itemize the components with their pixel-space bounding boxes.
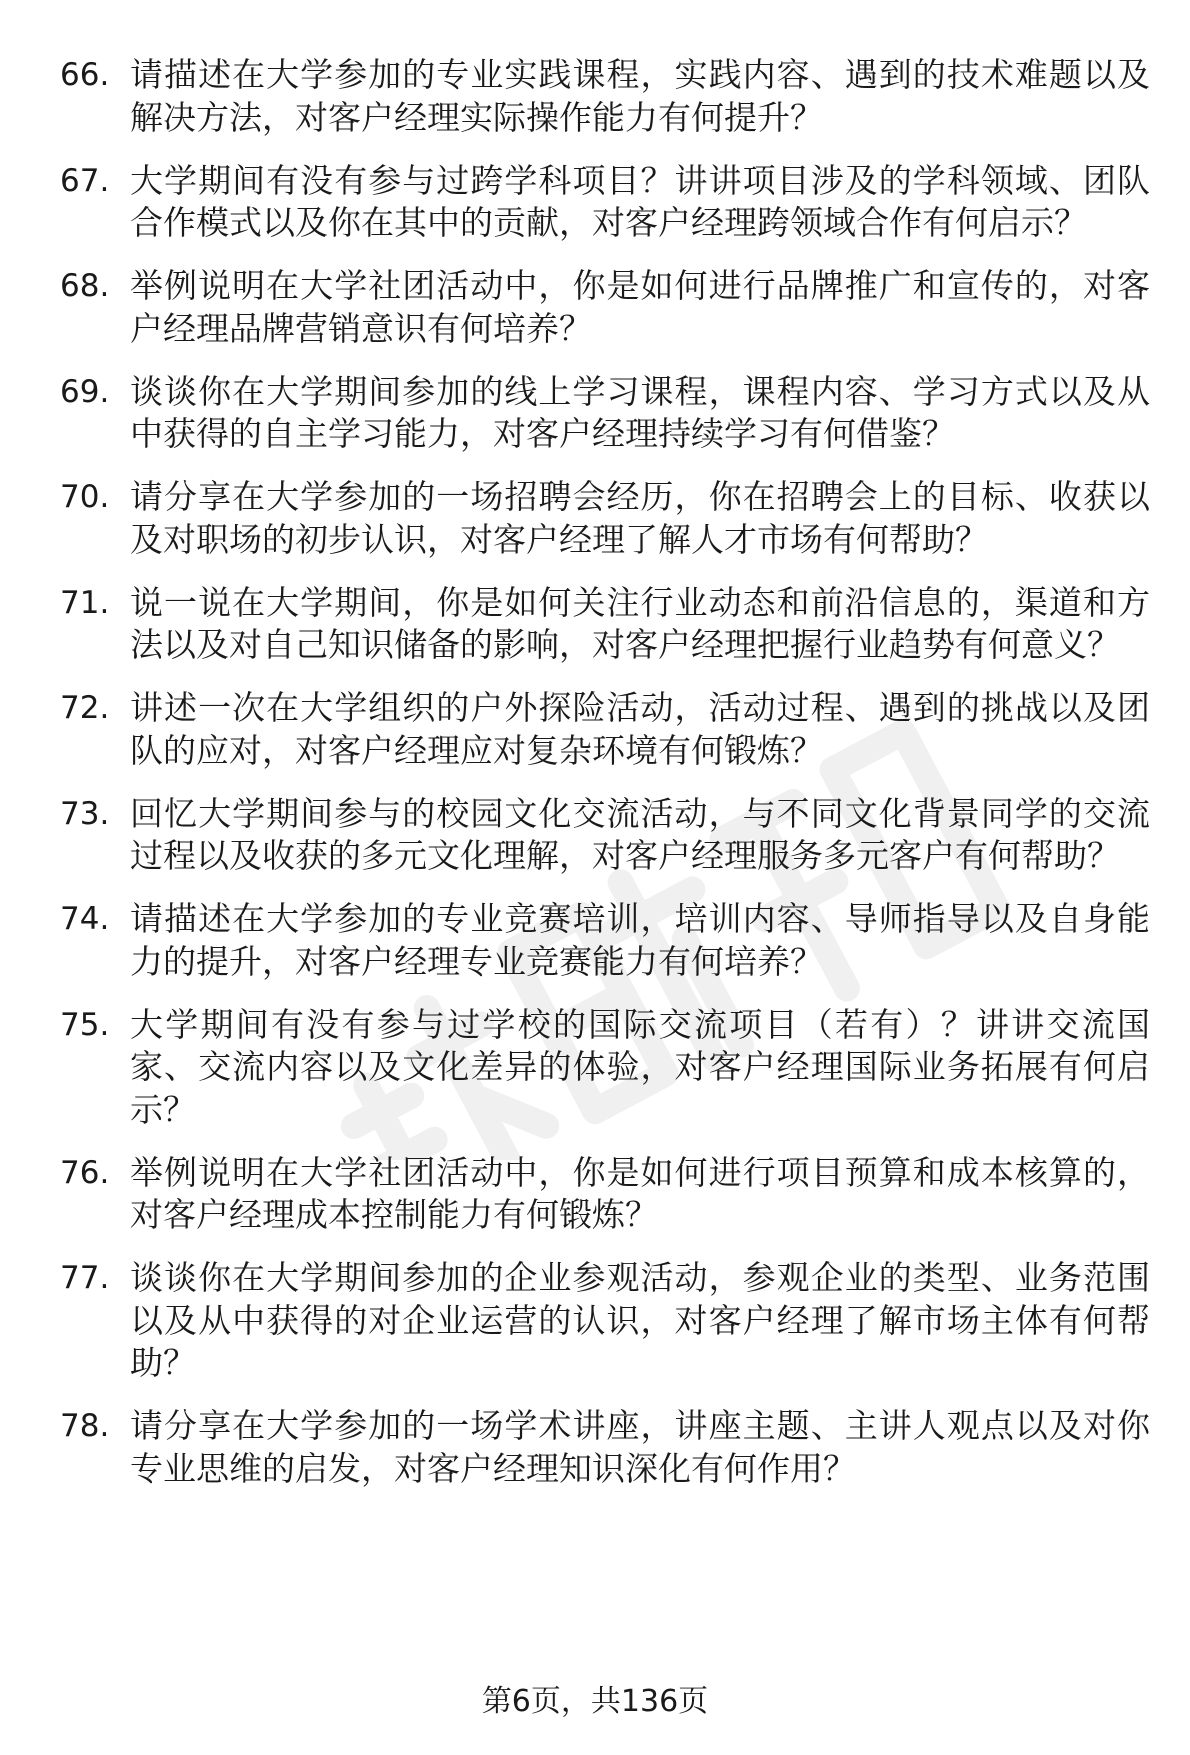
question-text: 大学期间有没有参与过跨学科项目？讲讲项目涉及的学科领域、团队合作模式以及你在其中的贡献，对客户经理跨领域合作有何启示？: [130, 160, 1150, 242]
question-text: 讲述一次在大学组织的户外探险活动，活动过程、遇到的挑战以及团队的应对，对客户经理应对复杂环境有何锻炼？: [130, 688, 1150, 770]
question-item: [60, 898, 1150, 983]
question-number: 77.: [60, 1260, 110, 1296]
question-number: 67.: [60, 162, 110, 199]
question-item: [60, 54, 1150, 139]
question-text: 举例说明在大学社团活动中，你是如何进行品牌推广和宣传的，对客户经理品牌营销意识有何培养？: [130, 266, 1150, 348]
question-number: 72.: [60, 690, 110, 726]
question-number: 76.: [60, 1154, 110, 1191]
question-item: [60, 1004, 1150, 1132]
question-text: 谈谈你在大学期间参加的线上学习课程，课程内容、学习方式以及从中获得的自主学习能力，对客户经理持续学习有何借鉴？: [130, 371, 1150, 453]
question-item: [60, 160, 1150, 245]
question-number: 66.: [60, 57, 110, 93]
question-number: 73.: [60, 795, 110, 832]
question-item: [60, 265, 1150, 350]
question-text: 请分享在大学参加的一场学术讲座，讲座主题、主讲人观点以及对你专业思维的启发，对客户经理知识深化有何作用？: [130, 1406, 1150, 1488]
question-item: [60, 1405, 1150, 1490]
question-item: [60, 476, 1150, 561]
question-number: 71.: [60, 584, 110, 621]
question-list: [60, 54, 1150, 1511]
question-number: 69.: [60, 373, 110, 410]
question-number: 74.: [60, 901, 110, 937]
question-item: [60, 687, 1150, 772]
question-item: [60, 1152, 1150, 1237]
question-text: 举例说明在大学社团活动中，你是如何进行项目预算和成本核算的，对客户经理成本控制能力有何锻炼？: [130, 1152, 1150, 1234]
question-item: [60, 582, 1150, 667]
question-text: 请描述在大学参加的专业实践课程，实践内容、遇到的技术难题以及解决方法，对客户经理实际操作能力有何提升？: [130, 55, 1150, 137]
question-number: 68.: [60, 268, 110, 304]
page-number-label: 第6页，共136页: [481, 1684, 709, 1719]
question-item: [60, 371, 1150, 456]
question-number: 70.: [60, 479, 110, 515]
question-text: 说一说在大学期间，你是如何关注行业动态和前沿信息的，渠道和方法以及对自己知识储备的影响，对客户经理把握行业趋势有何意义？: [130, 582, 1150, 664]
question-text: 请分享在大学参加的一场招聘会经历，你在招聘会上的目标、收获以及对职场的初步认识，对客户经理了解人才市场有何帮助？: [130, 477, 1150, 559]
question-text: 谈谈你在大学期间参加的企业参观活动，参观企业的类型、业务范围以及从中获得的对企业运营的认识，对客户经理了解市场主体有何帮助？: [130, 1258, 1150, 1382]
question-number: 75.: [60, 1006, 110, 1043]
question-number: 78.: [60, 1408, 110, 1444]
question-item: [60, 793, 1150, 878]
question-text: 大学期间有没有参与过学校的国际交流项目（若有）？讲讲交流国家、交流内容以及文化差异的体验，对客户经理国际业务拓展有何启示？: [130, 1004, 1150, 1129]
question-text: 回忆大学期间参与的校园文化交流活动，与不同文化背景同学的交流过程以及收获的多元文化理解，对客户经理服务多元客户有何帮助？: [130, 793, 1150, 875]
question-text: 请描述在大学参加的专业竞赛培训，培训内容、导师指导以及自身能力的提升，对客户经理专业竞赛能力有何培养？: [130, 899, 1150, 981]
question-item: [60, 1257, 1150, 1385]
page-footer: [0, 1682, 1190, 1722]
